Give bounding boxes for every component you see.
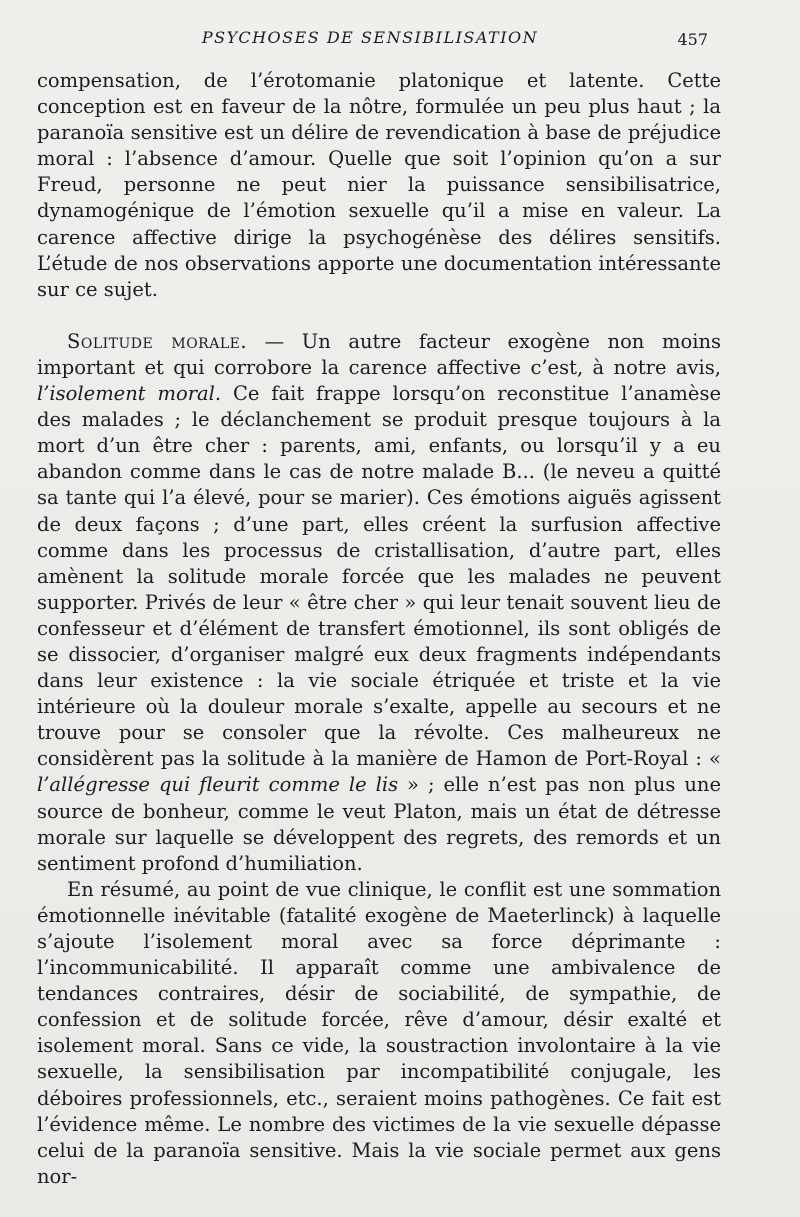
paragraph-text: » ; elle n’est pas non plus une source de bonheur, comme le veut Platon, mais un état de détresse morale sur laquelle se développent des regrets, des remords et un sentiment profond d’humiliation. — [37, 773, 721, 875]
running-title: PSYCHOSES DE SENSIBILISATION — [201, 28, 539, 47]
italic-quote: l’allégresse qui fleurit comme le lis — [37, 773, 399, 797]
running-header — [0, 26, 800, 54]
page-number: 457 — [677, 30, 708, 49]
paragraph-compensation: compensation, de l’érotomanie platonique et latente. Cette conception est en faveur de la nôtre, formulée un peu plus haut ; la paranoïa sensitive est un délire de revendication à base de préjudice moral : l’absence d’amour. Quelle que soit l’opinion qu’on a sur Freud, personne ne peut nier la puissance sensibilisatrice, dynamogénique de l’émotion sexuelle qu’il a mise en valeur. La carence affective dirige la psychogénèse des délires sensitifs. L’étude de nos observations apporte une documentation intéressante sur ce sujet. — [37, 69, 721, 301]
section-heading-solitude-morale: Solitude morale. — [67, 329, 248, 353]
paragraph-solitude-morale — [37, 329, 721, 877]
paragraph-en-resume: En résumé, au point de vue clinique, le conflit est une sommation émotionnelle inévitable (fatalité exogène de Maeterlinck) à laquelle s’ajoute l’isolement moral avec sa force déprimante : l’incommunicabilité. Il apparaît comme une ambivalence de tendances contraires, désir de sociabilité, de sympathie, de confession et de solitude forcée, rêve d’amour, désir exalté et isolement moral. Sans ce vide, la soustraction involontaire à la vie sexuelle, la sensibilisation par incompatibilité conjugale, les déboires professionnels, etc., seraient moins pathogènes. Ce fait est l’évidence même. Le nombre des victimes de la vie sexuelle dépasse celui de la paranoïa sensitive. Mais la vie sociale permet aux gens nor- — [37, 877, 721, 1188]
italic-term: l’isolement moral. — [37, 382, 222, 406]
body-text — [37, 68, 721, 1190]
paragraph-text: — Un autre facteur exogène non moins important et qui corrobore la carence affective c’est, à notre avis, — [37, 329, 722, 379]
paragraph-text: Ce fait frappe lorsqu’on reconstitue l’anamèse des malades ; le déclanchement se produit presque toujours à la mort d’un être cher : parents, ami, enfants, ou lorsqu’il y a eu abandon comme dans le cas de notre malade B... (le neveu a quitté sa tante qui l’a élevé, pour se marier). Ces émotions aiguës agissent de deux façons ; d’une part, elles créent la surfusion affective comme dans les processus de cristallisation, d’autre part, elles amènent la solitude morale forcée que les malades ne peuvent supporter. Privés de leur « être cher » qui leur tenait souvent lieu de confesseur et d’élément de transfert émotionnel, ils sont obligés de se dissocier, d’organiser malgré eux deux fragments indépendants dans leur existence : la vie sociale étriquée et triste et la vie intérieure où la douleur morale s’exalte, appelle au secours et ne trouve pour se consoler que la révolte. Ces malheureux ne considèrent pas la solitude à la manière de Hamon de Port-Royal : « — [37, 382, 721, 771]
